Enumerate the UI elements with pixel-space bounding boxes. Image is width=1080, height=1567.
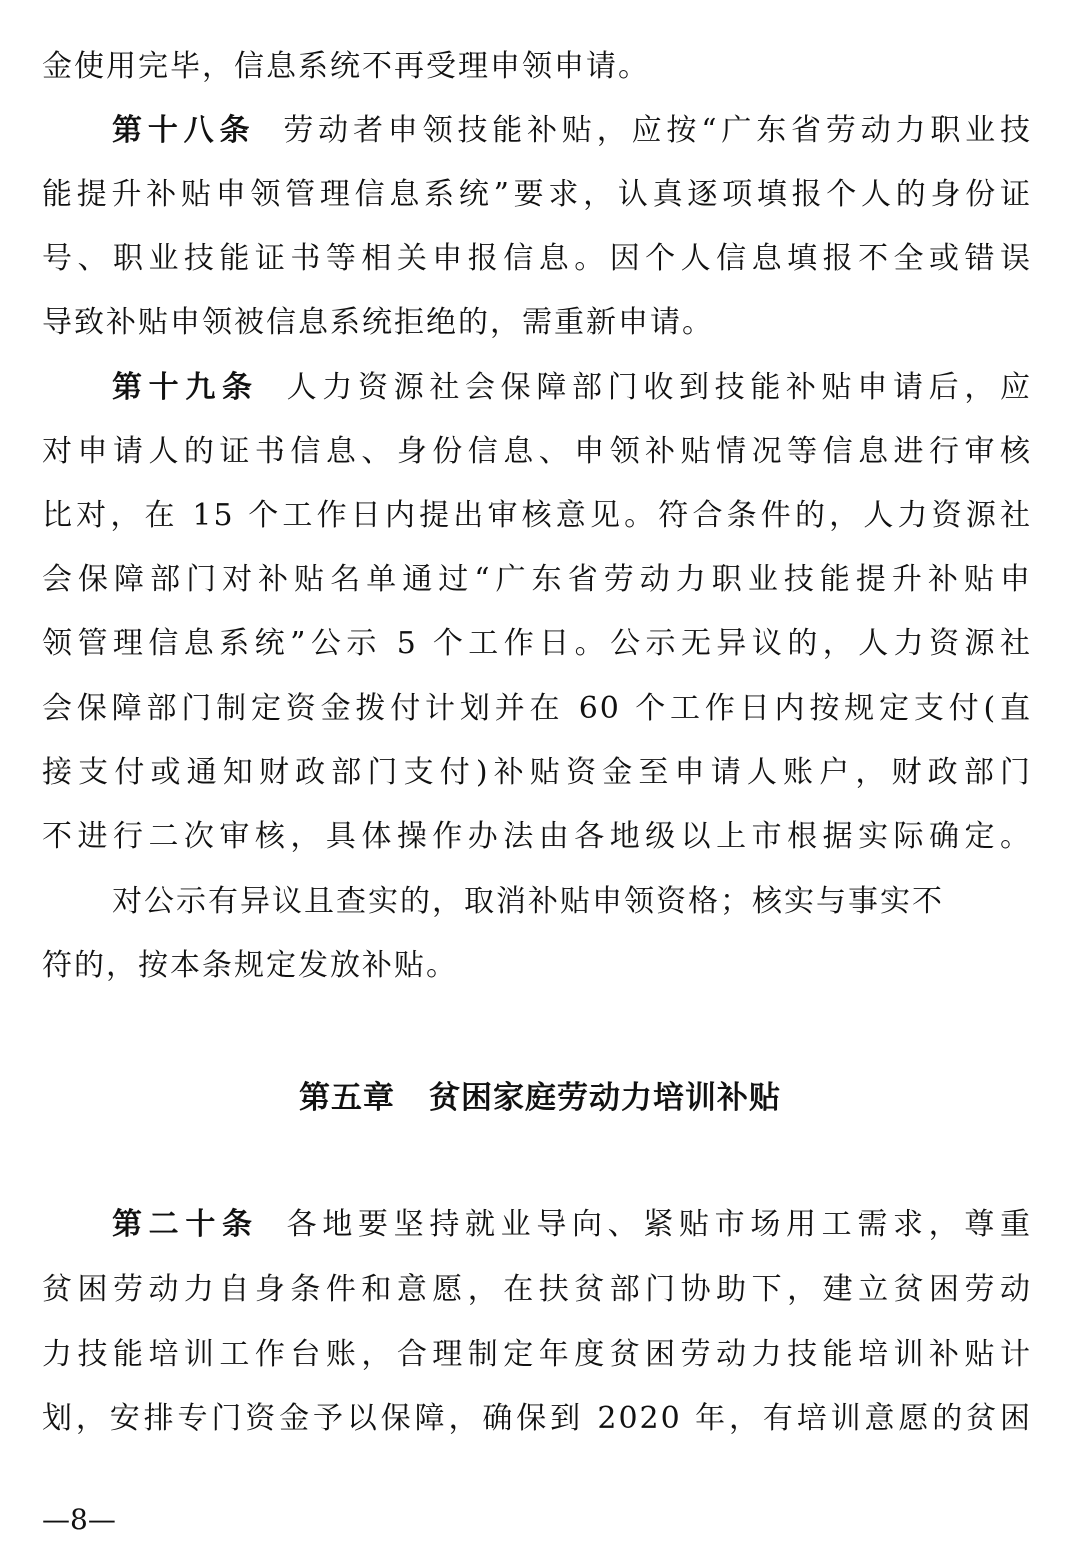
paragraph-line: 不进行二次审核，具体操作办法由各地级以上市根据实际确定。: [42, 819, 1032, 854]
paragraph-line: 会保障部门制定资金拨付计划并在 60 个工作日内按规定支付(直: [42, 691, 1032, 726]
article-18-first-line: [42, 106, 1032, 156]
article-18-label: 第十八条: [112, 113, 256, 148]
paragraph-line: 划，安排专门资金予以保障，确保到 2020 年，有培训意愿的贫困: [42, 1401, 1032, 1436]
page-number: —8—: [42, 1503, 116, 1536]
paragraph-line: 导致补贴申领被信息系统拒绝的，需重新申请。: [42, 305, 714, 340]
paragraph-line: 能提升补贴申领管理信息系统”要求，认真逐项填报个人的身份证: [42, 177, 1032, 212]
chapter-heading: [0, 1072, 1080, 1124]
paragraph-line: 比对，在 15 个工作日内提出审核意见。符合条件的，人力资源社: [42, 498, 1032, 533]
article-20-label: 第二十条: [112, 1207, 259, 1242]
chapter-number: 第五章: [299, 1080, 395, 1116]
article-19-para2-first-line: [42, 877, 1032, 927]
paragraph-line: 贫困劳动力自身条件和意愿，在扶贫部门协助下，建立贫困劳动: [42, 1272, 1032, 1307]
paragraph-line: 领管理信息系统”公示 5 个工作日。公示无异议的，人力资源社: [42, 626, 1032, 661]
article-19-first-line: [42, 363, 1032, 413]
article-19-text: 人力资源社会保障部门收到技能补贴申请后，应: [286, 370, 1033, 405]
paragraph-line: 力技能培训工作台账，合理制定年度贫困劳动力技能培训补贴计: [42, 1337, 1032, 1372]
paragraph-line: 接支付或通知财政部门支付)补贴资金至申请人账户，财政部门: [42, 755, 1032, 790]
paragraph-line: 符的，按本条规定发放补贴。: [42, 948, 458, 983]
paragraph-text: 对公示有异议且查实的，取消补贴申领资格；核实与事实不: [112, 884, 944, 919]
article-19-label: 第十九条: [112, 370, 259, 405]
chapter-title: 贫困家庭劳动力培训补贴: [429, 1080, 781, 1116]
article-20-text: 各地要坚持就业导向、紧贴市场用工需求，尊重: [286, 1207, 1033, 1242]
paragraph-line: 会保障部门对补贴名单通过“广东省劳动力职业技能提升补贴申: [42, 562, 1032, 597]
paragraph-line: 对申请人的证书信息、身份信息、申领补贴情况等信息进行审核: [42, 434, 1032, 469]
article-18-text: 劳动者申领技能补贴，应按“广东省劳动力职业技: [283, 113, 1032, 148]
paragraph-line: 金使用完毕，信息系统不再受理申领申请。: [42, 49, 650, 84]
article-20-first-line: [42, 1200, 1032, 1250]
paragraph-line: 号、职业技能证书等相关申报信息。因个人信息填报不全或错误: [42, 241, 1032, 276]
